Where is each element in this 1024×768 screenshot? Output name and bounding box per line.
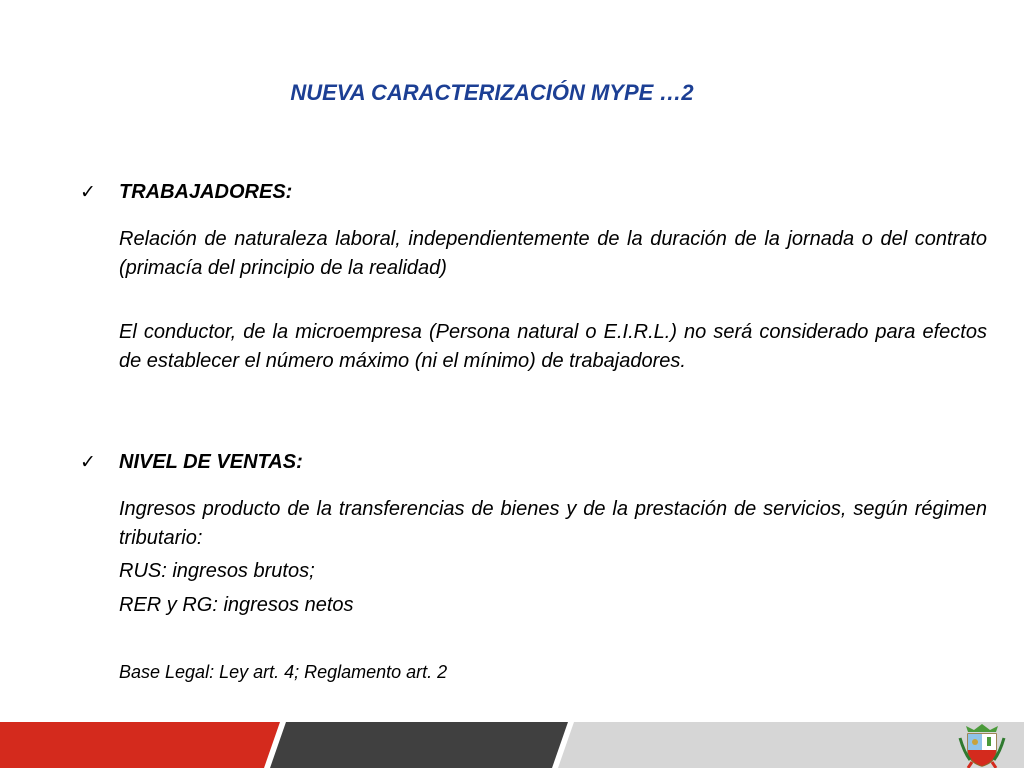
line-rer-rg: RER y RG: ingresos netos <box>119 594 354 616</box>
section-heading-nivel-ventas: NIVEL DE VENTAS: <box>119 451 303 473</box>
peru-coat-of-arms-icon <box>958 722 1006 768</box>
line-rus: RUS: ingresos brutos; <box>119 560 315 582</box>
slide-title: NUEVA CARACTERIZACIÓN MYPE …2 <box>290 80 694 105</box>
checkmark-icon: ✓ <box>80 182 96 203</box>
section-heading-trabajadores: TRABAJADORES: <box>119 181 293 203</box>
legal-note: Base Legal: Ley art. 4; Reglamento art. 2 <box>119 662 448 682</box>
paragraph-relacion-laboral: Relación de naturaleza laboral, independientemente de la duración de la jornada o del contrato (primacía del principio de la realidad) <box>119 228 987 279</box>
paragraph-conductor: El conductor, de la microempresa (Persona natural o E.I.R.L.) no será considerado para efectos de establecer el número máximo (ni el mínimo) de trabajadores. <box>119 321 987 372</box>
paragraph-ingresos: Ingresos producto de la transferencias de bienes y de la prestación de servicios, según régimen tributario: <box>119 498 987 549</box>
footer-band <box>0 722 1024 768</box>
checkmark-icon: ✓ <box>80 452 96 473</box>
